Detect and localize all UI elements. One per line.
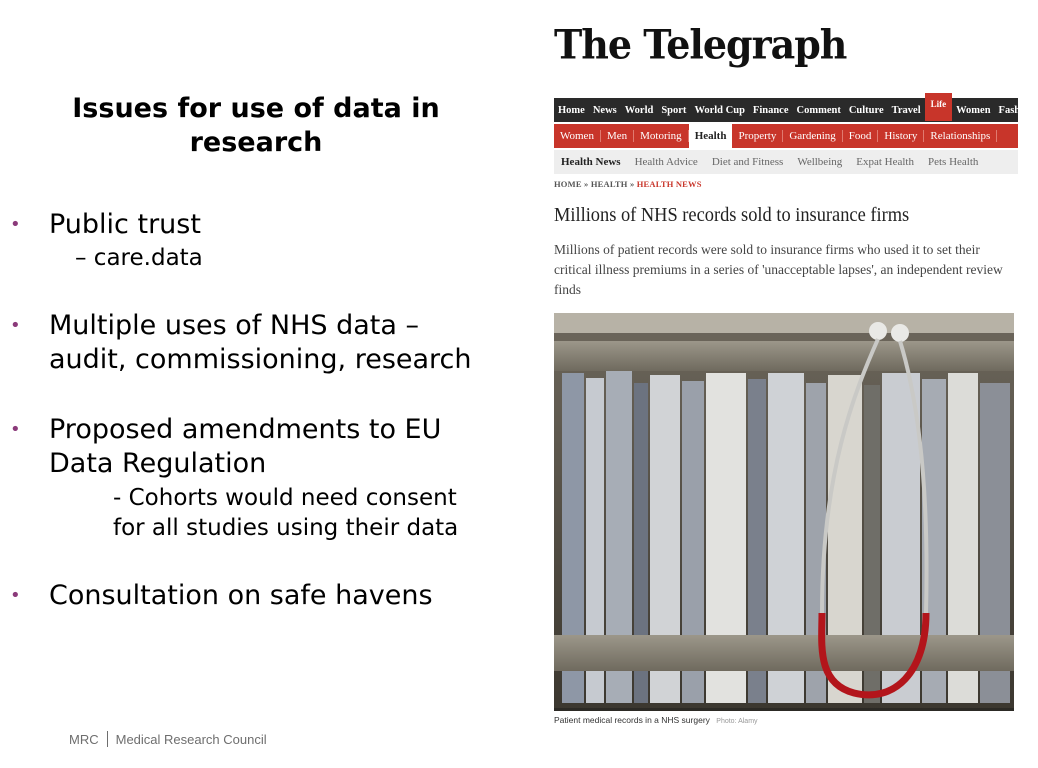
bullet-marker: • bbox=[10, 315, 21, 336]
nav-sport[interactable]: Sport bbox=[661, 104, 687, 116]
nav-comment[interactable]: Comment bbox=[796, 104, 841, 116]
subnav-food[interactable]: Food bbox=[843, 130, 879, 142]
photo-credit: Photo: Alamy bbox=[716, 718, 758, 725]
slide-title-line-2: research bbox=[189, 127, 323, 158]
bullet-text-line-1: Proposed amendments to EU bbox=[49, 414, 442, 445]
subnav-history[interactable]: History bbox=[878, 130, 924, 142]
caption-text: Patient medical records in a NHS surgery bbox=[554, 715, 710, 725]
footer-org-full: Medical Research Council bbox=[115, 731, 267, 747]
article-photo bbox=[554, 313, 1014, 711]
subnav-relationships[interactable]: Relationships bbox=[924, 130, 997, 142]
slide-title-line-1: Issues for use of data in bbox=[72, 93, 440, 124]
newspaper-clipping bbox=[552, 18, 1035, 738]
article-standfirst: Millions of patient records were sold to insurance firms who used it to set their critical illness premiums in a series of 'unacceptable lapses', an independent review finds bbox=[554, 242, 1003, 297]
tertiary-nav bbox=[554, 150, 1018, 174]
tab-diet-fitness[interactable]: Diet and Fitness bbox=[711, 156, 784, 168]
subnav-health[interactable]: Health bbox=[689, 124, 733, 148]
nav-life[interactable]: Life bbox=[925, 93, 953, 121]
photo-caption bbox=[554, 715, 758, 725]
slide-title bbox=[40, 92, 472, 160]
nav-finance[interactable]: Finance bbox=[752, 104, 789, 116]
nav-women[interactable]: Women bbox=[956, 104, 991, 116]
subnav-women[interactable]: Women bbox=[554, 130, 601, 142]
bullet-marker: • bbox=[10, 214, 21, 235]
bullet-text-line-2: Data Regulation bbox=[49, 448, 267, 479]
bullet-eu-regulation bbox=[0, 413, 520, 543]
footer-divider bbox=[107, 731, 108, 747]
article-headline: Millions of NHS records sold to insurance firms bbox=[554, 204, 910, 226]
sub-bullet-care-data: – care.data bbox=[75, 245, 203, 271]
subnav-men[interactable]: Men bbox=[601, 130, 634, 142]
bullet-list bbox=[0, 208, 520, 613]
nav-fashion[interactable]: Fashion bbox=[998, 104, 1035, 116]
bullet-text-line-1: Multiple uses of NHS data – bbox=[49, 310, 419, 341]
sub-bullet-cohorts bbox=[49, 483, 520, 543]
bullet-text: Consultation on safe havens bbox=[49, 580, 433, 611]
breadcrumb-health[interactable]: HEALTH bbox=[590, 179, 628, 189]
bullet-text: Public trust bbox=[49, 209, 201, 240]
tab-health-news[interactable]: Health News bbox=[561, 156, 621, 168]
primary-nav bbox=[554, 98, 1035, 122]
sub-bullet-line-2: for all studies using their data bbox=[113, 515, 459, 541]
sub-bullet-line-1: - Cohorts would need consent bbox=[113, 485, 457, 511]
footer-logo bbox=[69, 731, 267, 747]
nav-culture[interactable]: Culture bbox=[848, 104, 884, 116]
breadcrumb-separator: » bbox=[584, 179, 589, 189]
nav-news[interactable]: News bbox=[592, 104, 617, 116]
tab-health-advice[interactable]: Health Advice bbox=[634, 156, 698, 168]
breadcrumb-separator: » bbox=[629, 179, 635, 189]
breadcrumb bbox=[554, 179, 702, 189]
nav-home[interactable]: Home bbox=[558, 104, 585, 116]
subnav-gardening[interactable]: Gardening bbox=[783, 130, 842, 142]
telegraph-masthead: The Telegraph bbox=[554, 20, 847, 69]
bullet-marker: • bbox=[10, 585, 21, 606]
bullet-safe-havens bbox=[0, 579, 520, 613]
bullet-public-trust bbox=[0, 208, 520, 273]
secondary-nav bbox=[554, 124, 1018, 148]
nav-travel[interactable]: Travel bbox=[891, 104, 921, 116]
tab-wellbeing[interactable]: Wellbeing bbox=[797, 156, 843, 168]
breadcrumb-home[interactable]: HOME bbox=[554, 179, 582, 189]
subnav-property[interactable]: Property bbox=[732, 130, 783, 142]
footer-org-short: MRC bbox=[69, 731, 99, 747]
bullet-multiple-uses bbox=[0, 309, 520, 377]
tab-expat-health[interactable]: Expat Health bbox=[856, 156, 914, 168]
nav-world-cup[interactable]: World Cup bbox=[694, 104, 745, 116]
tab-pets-health[interactable]: Pets Health bbox=[927, 156, 979, 168]
bullet-text-line-2: audit, commissioning, research bbox=[49, 344, 472, 375]
breadcrumb-current[interactable]: HEALTH NEWS bbox=[636, 179, 702, 189]
nav-world[interactable]: World bbox=[624, 104, 654, 116]
bullet-marker: • bbox=[10, 419, 21, 440]
subnav-motoring[interactable]: Motoring bbox=[634, 130, 689, 142]
